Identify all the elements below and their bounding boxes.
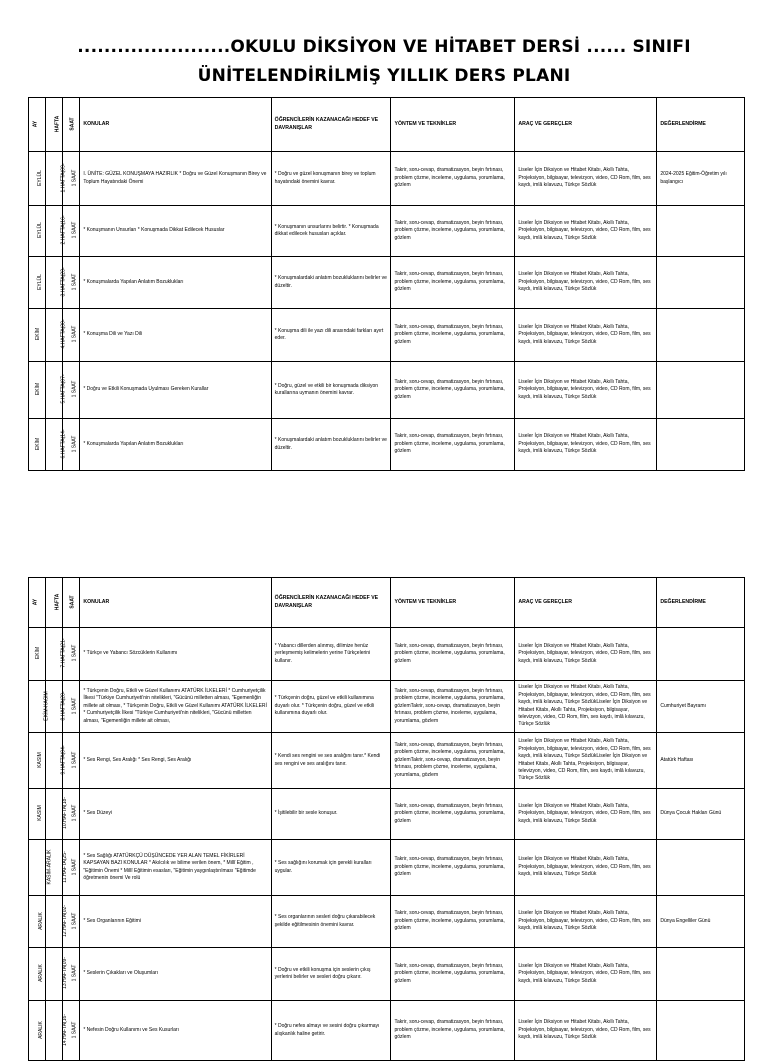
cell-konu: * Konuşmanın Unsurları * Konuşmada Dikkat Edilecek Hususlar <box>80 206 271 257</box>
cell-degerlendirme: 2024-2025 Eğitim-Öğretim yılı başlangıcı <box>657 152 745 206</box>
cell-kazanim: * Türkçenin doğru, güzel ve etkili kullanımına duyarlı olur. * Türkçenin doğru, güzel ve etkili kullanımına duyarlı olur. <box>271 681 391 733</box>
plan-table-2 <box>28 577 745 1061</box>
cell-degerlendirme: Atatürk Haftası <box>657 733 745 789</box>
cell-arac: Liseler İçin Diksiyon ve Hitabet Kitabı, Akıllı Tahta, Projeksiyon, bilgisayar, televizyon, video, CD Rom, film, ses kaydı, imlâ kılavuzu, Türkçe Sözlük <box>515 1001 657 1061</box>
cell-hafta: 8.HAFTA(28- <box>46 681 63 733</box>
cell-kazanim: * İşitilebilir bir sesle konuşur. <box>271 789 391 840</box>
header-ay: AY <box>29 578 46 628</box>
cell-yontem: Takrir, soru-cevap, dramatizasyon, beyin fırtınası, problem çözme, inceleme, uygulama, yorumlama, gözlem <box>391 840 515 896</box>
cell-kazanim: * Doğru ve güzel konuşmanın birey ve toplum hayatındaki önemini kavrar. <box>271 152 391 206</box>
cell-ay: EYLÜL <box>29 257 46 309</box>
cell-yontem: Takrir, soru-cevap, dramatizasyon, beyin fırtınası, problem çözme, inceleme, uygulama, yorumlama, gözlem <box>391 257 515 309</box>
cell-konu: * Ses Düzeyi <box>80 789 271 840</box>
cell-arac: Liseler İçin Diksiyon ve Hitabet Kitabı, Akıllı Tahta, Projeksiyon, bilgisayar, televizyon, video, CD Rom, film, ses kaydı, imlâ kılavuzu, Türkçe SözlükLiseler İçin Diksiyon ve Hitabet Kitabı, Akıllı Tahta, Projeksiyon, bilgisayar, televizyon, video, CD Rom, film, ses kaydı, imlâ kılavuzu, Türkçe Sözlük <box>515 681 657 733</box>
cell-arac: Liseler İçin Diksiyon ve Hitabet Kitabı, Akıllı Tahta, Projeksiyon, bilgisayar, televizyon, video, CD Rom, film, ses kaydı, imlâ kılavuzu, Türkçe Sözlük <box>515 152 657 206</box>
table-row <box>29 419 745 471</box>
cell-ay: KASIM-ARALIK <box>29 840 46 896</box>
cell-hafta: 2.HAFTA(16- <box>46 206 63 257</box>
cell-konu: * Doğru ve Etkili Konuşmada Uyulması Gereken Kurallar <box>80 362 271 419</box>
header-hafta: HAFTA <box>46 98 63 152</box>
header-degerlendirme: DEĞERLENDİRME <box>657 98 745 152</box>
cell-saat: 1 SAAT <box>63 681 80 733</box>
cell-kazanim: * Ses sağlığını korumak için gerekli kuralları uygular. <box>271 840 391 896</box>
cell-degerlendirme <box>657 948 745 1001</box>
cell-saat: 1 SAAT <box>63 628 80 681</box>
cell-degerlendirme <box>657 628 745 681</box>
cell-konu: * Konuşmalarda Yapılan Anlatım Bozuklukları <box>80 419 271 471</box>
cell-konu: * Konuşma Dili ve Yazı Dili <box>80 309 271 362</box>
cell-yontem: Takrir, soru-cevap, dramatizasyon, beyin fırtınası, problem çözme, inceleme, uygulama, yorumlama, gözlem <box>391 1001 515 1061</box>
cell-ay: EKİM <box>29 362 46 419</box>
cell-ay: ARALIK <box>29 896 46 948</box>
cell-konu: I. ÜNİTE: GÜZEL KONUŞMAYA HAZIRLIK * Doğru ve Güzel Konuşmanın Birey ve Toplum Hayatındaki Önemi <box>80 152 271 206</box>
header-kazanim: ÖĞRENCİLERİN KAZANACAĞI HEDEF VE DAVRANIŞLAR <box>271 578 391 628</box>
cell-hafta: 10.HAFTA(18- <box>46 789 63 840</box>
cell-arac: Liseler İçin Diksiyon ve Hitabet Kitabı, Akıllı Tahta, Projeksiyon, bilgisayar, televizyon, video, CD Rom, film, ses kaydı, imlâ kılavuzu, Türkçe Sözlük <box>515 948 657 1001</box>
cell-degerlendirme <box>657 206 745 257</box>
plan-table-2-body <box>29 628 745 1061</box>
cell-yontem: Takrir, soru-cevap, dramatizasyon, beyin fırtınası, problem çözme, inceleme, uygulama, yorumlama, gözlem <box>391 206 515 257</box>
cell-ay: EYLÜL <box>29 152 46 206</box>
cell-konu: * Ses Rengi, Ses Aralığı * Ses Rengi, Ses Aralığı <box>80 733 271 789</box>
cell-hafta: 11.HAFTA(25- <box>46 840 63 896</box>
table-row <box>29 789 745 840</box>
cell-degerlendirme: Dünya Çocuk Hakları Günü <box>657 789 745 840</box>
header-saat: SAAT <box>63 578 80 628</box>
cell-arac: Liseler İçin Diksiyon ve Hitabet Kitabı, Akıllı Tahta, Projeksiyon, bilgisayar, televizyon, video, CD Rom, film, ses kaydı, imlâ kılavuzu, Türkçe Sözlük <box>515 206 657 257</box>
cell-ay: EKİM <box>29 419 46 471</box>
cell-kazanim: * Yabancı dillerden alınmış, dilimize henüz yerleşmemiş kelimelerin yerine Türkçelerini kullanır. <box>271 628 391 681</box>
header-konular: KONULAR <box>80 98 271 152</box>
header-ay: AY <box>29 98 46 152</box>
cell-konu: * Konuşmalarda Yapılan Anlatım Bozuklukları <box>80 257 271 309</box>
cell-arac: Liseler İçin Diksiyon ve Hitabet Kitabı, Akıllı Tahta, Projeksiyon, bilgisayar, televizyon, video, CD Rom, film, ses kaydı, imlâ kılavuzu, Türkçe Sözlük <box>515 628 657 681</box>
cell-hafta: 9.HAFTA(04- <box>46 733 63 789</box>
cell-ay: EKİM <box>29 628 46 681</box>
cell-konu: * Türkçe ve Yabancı Sözcüklerin Kullanımı <box>80 628 271 681</box>
cell-yontem: Takrir, soru-cevap, dramatizasyon, beyin fırtınası, problem çözme, inceleme, uygulama, yorumlama, gözlem <box>391 948 515 1001</box>
cell-yontem: Takrir, soru-cevap, dramatizasyon, beyin fırtınası, problem çözme, inceleme, uygulama, yorumlama, gözlem <box>391 309 515 362</box>
cell-konu: * Seslerin Çıkakları ve Oluşumları <box>80 948 271 1001</box>
header-konular: KONULAR <box>80 578 271 628</box>
cell-arac: Liseler İçin Diksiyon ve Hitabet Kitabı, Akıllı Tahta, Projeksiyon, bilgisayar, televizyon, video, CD Rom, film, ses kaydı, imlâ kılavuzu, Türkçe Sözlük <box>515 309 657 362</box>
cell-degerlendirme <box>657 309 745 362</box>
table-row <box>29 948 745 1001</box>
cell-ay: KASIM <box>29 789 46 840</box>
table-row <box>29 733 745 789</box>
cell-kazanim: * Ses organlarının sesleri doğru çıkarabilecek şekilde eğitilmesinin önemini kavrar. <box>271 896 391 948</box>
plan-table-1 <box>28 97 745 471</box>
cell-arac: Liseler İçin Diksiyon ve Hitabet Kitabı, Akıllı Tahta, Projeksiyon, bilgisayar, televizyon, video, CD Rom, film, ses kaydı, imlâ kılavuzu, Türkçe Sözlük <box>515 419 657 471</box>
cell-arac: Liseler İçin Diksiyon ve Hitabet Kitabı, Akıllı Tahta, Projeksiyon, bilgisayar, televizyon, video, CD Rom, film, ses kaydı, imlâ kılavuzu, Türkçe Sözlük <box>515 362 657 419</box>
cell-saat: 1 SAAT <box>63 896 80 948</box>
cell-kazanim: * Konuşmanın unsurlarını belirtir. * Konuşmada dikkat edilecek hususları açıklar. <box>271 206 391 257</box>
cell-ay: KASIM <box>29 733 46 789</box>
cell-yontem: Takrir, soru-cevap, dramatizasyon, beyin fırtınası, problem çözme, inceleme, uygulama, yorumlama, gözlem <box>391 152 515 206</box>
cell-ay: ARALIK <box>29 948 46 1001</box>
table-header-row <box>29 98 745 152</box>
cell-kazanim: * Doğru, güzel ve etkili bir konuşmada diksiyon kurallarına uymanın önemini kavrar. <box>271 362 391 419</box>
cell-hafta: 13.HAFTA(09- <box>46 948 63 1001</box>
cell-yontem: Takrir, soru-cevap, dramatizasyon, beyin fırtınası, problem çözme, inceleme, uygulama, yorumlama, gözlem <box>391 628 515 681</box>
cell-konu: * Ses Sağlığı ATATÜRKÇÜ DÜŞÜNCEDE YER ALAN TEMEL FİKİRLERİ KAPSAYAN BAZI KONULAR * Akılcılık ve bilime verilen önem, * Millî Eğitim , "Eğitimin Önemi * Millî Eğitimin esasları, "Eğitimin yaygınlaştırılması "Eğitimde öğretmenin önemi Ve rolü <box>80 840 271 896</box>
cell-saat: 1 SAAT <box>63 257 80 309</box>
table-row <box>29 152 745 206</box>
cell-ay: ARALIK <box>29 1001 46 1061</box>
cell-konu: * Nefesin Doğru Kullanımı ve Ses Kusurları <box>80 1001 271 1061</box>
table-row <box>29 362 745 419</box>
table-row <box>29 840 745 896</box>
cell-kazanim: * Konuşmalardaki anlatım bozukluklarını belirler ve düzeltir. <box>271 257 391 309</box>
cell-saat: 1 SAAT <box>63 419 80 471</box>
cell-degerlendirme <box>657 419 745 471</box>
cell-yontem: Takrir, soru-cevap, dramatizasyon, beyin fırtınası, problem çözme, inceleme, uygulama, yorumlama, gözlem <box>391 789 515 840</box>
document-subtitle: ÜNİTELENDİRİLMİŞ YILLIK DERS PLANI <box>197 66 571 86</box>
document-title: .......................OKULU DİKSİYON VE HİTABET DERSİ ...... SINIFI <box>77 37 691 57</box>
cell-saat: 1 SAAT <box>63 733 80 789</box>
cell-yontem: Takrir, soru-cevap, dramatizasyon, beyin fırtınası, problem çözme, inceleme, uygulama, yorumlama, gözlem <box>391 362 515 419</box>
cell-degerlendirme <box>657 840 745 896</box>
cell-saat: 1 SAAT <box>63 206 80 257</box>
header-arac: ARAÇ VE GEREÇLER <box>515 98 657 152</box>
cell-yontem: Takrir, soru-cevap, dramatizasyon, beyin fırtınası, problem çözme, inceleme, uygulama, yorumlama, gözlemTakrir, soru-cevap, dramatizasyon, beyin fırtınası, problem çözme, inceleme, uygulama, yorumlama, gözlem <box>391 681 515 733</box>
cell-saat: 1 SAAT <box>63 362 80 419</box>
cell-yontem: Takrir, soru-cevap, dramatizasyon, beyin fırtınası, problem çözme, inceleme, uygulama, yorumlama, gözlem <box>391 419 515 471</box>
table-row <box>29 257 745 309</box>
header-saat: SAAT <box>63 98 80 152</box>
cell-degerlendirme <box>657 1001 745 1061</box>
cell-yontem: Takrir, soru-cevap, dramatizasyon, beyin fırtınası, problem çözme, inceleme, uygulama, yorumlama, gözlemTakrir, soru-cevap, dramatizasyon, beyin fırtınası, problem çözme, inceleme, uygulama, yorumlama, gözlem <box>391 733 515 789</box>
cell-ay: EKİM <box>29 309 46 362</box>
header-hafta: HAFTA <box>46 578 63 628</box>
cell-yontem: Takrir, soru-cevap, dramatizasyon, beyin fırtınası, problem çözme, inceleme, uygulama, yorumlama, gözlem <box>391 896 515 948</box>
cell-saat: 1 SAAT <box>63 1001 80 1061</box>
table-header-row <box>29 578 745 628</box>
cell-konu: * Türkçenin Doğru, Etkili ve Güzel Kullanımı ATATÜRK İLKELERİ * Cumhuriyetçilik İlkesi "Türkiye Cumhuriyeti'nin nitelikleri, "Gücünü milletten alması, "Egemenliğin millete ait olması, * Türkçenin Doğru, Etkili ve Güzel Kullanımı ATATÜRK İLKELERİ * Cumhuriyetçilik İlkesi "Türkiye Cumhuriyeti'nin nitelikleri, "Gücünü milletten alması, "Egemenliğin millete ait olması, <box>80 681 271 733</box>
cell-kazanim: * Doğru nefes almayı ve sesini doğru çıkarmayı alışkanlık haline getirir. <box>271 1001 391 1061</box>
cell-arac: Liseler İçin Diksiyon ve Hitabet Kitabı, Akıllı Tahta, Projeksiyon, bilgisayar, televizyon, video, CD Rom, film, ses kaydı, imlâ kılavuzu, Türkçe Sözlük <box>515 257 657 309</box>
cell-saat: 1 SAAT <box>63 789 80 840</box>
plan-table-1-body <box>29 152 745 471</box>
header-kazanim: ÖĞRENCİLERİN KAZANACAĞI HEDEF VE DAVRANIŞLAR <box>271 98 391 152</box>
cell-hafta: 7.HAFTA(21- <box>46 628 63 681</box>
header-arac: ARAÇ VE GEREÇLER <box>515 578 657 628</box>
table-row <box>29 896 745 948</box>
header-yontem: YÖNTEM VE TEKNİKLER <box>391 98 515 152</box>
table-row <box>29 628 745 681</box>
cell-kazanim: * Doğru ve etkili konuşma için seslerin çıkış yerlerini belirler ve sesleri doğru çıkarır. <box>271 948 391 1001</box>
header-yontem: YÖNTEM VE TEKNİKLER <box>391 578 515 628</box>
cell-ay: EKİM-KASIM <box>29 681 46 733</box>
header-degerlendirme: DEĞERLENDİRME <box>657 578 745 628</box>
table-row <box>29 1001 745 1061</box>
cell-degerlendirme <box>657 257 745 309</box>
cell-hafta: 3.HAFTA(23- <box>46 257 63 309</box>
table-row <box>29 309 745 362</box>
cell-hafta: 14.HAFTA(16- <box>46 1001 63 1061</box>
cell-konu: * Ses Organlarının Eğitimi <box>80 896 271 948</box>
cell-saat: 1 SAAT <box>63 948 80 1001</box>
cell-arac: Liseler İçin Diksiyon ve Hitabet Kitabı, Akıllı Tahta, Projeksiyon, bilgisayar, televizyon, video, CD Rom, film, ses kaydı, imlâ kılavuzu, Türkçe Sözlük <box>515 896 657 948</box>
table-row <box>29 206 745 257</box>
cell-hafta: 6.HAFTA(14- <box>46 419 63 471</box>
cell-kazanim: * Konuşmalardaki anlatım bozukluklarını belirler ve düzeltir. <box>271 419 391 471</box>
cell-ay: EYLÜL <box>29 206 46 257</box>
cell-kazanim: * Kendi ses rengini ve ses aralığını tanır.* Kendi ses rengini ve ses aralığını tanır. <box>271 733 391 789</box>
cell-degerlendirme: Cumhuriyet Bayramı <box>657 681 745 733</box>
cell-saat: 1 SAAT <box>63 152 80 206</box>
cell-arac: Liseler İçin Diksiyon ve Hitabet Kitabı, Akıllı Tahta, Projeksiyon, bilgisayar, televizyon, video, CD Rom, film, ses kaydı, imlâ kılavuzu, Türkçe Sözlük <box>515 840 657 896</box>
cell-hafta: 1.HAFTA(09- <box>46 152 63 206</box>
cell-kazanim: * Konuşma dili ile yazı dili arasındaki farkları ayırt eder. <box>271 309 391 362</box>
cell-hafta: 4.HAFTA(30- <box>46 309 63 362</box>
cell-degerlendirme <box>657 362 745 419</box>
table-row <box>29 681 745 733</box>
cell-hafta: 5.HAFTA(07- <box>46 362 63 419</box>
cell-arac: Liseler İçin Diksiyon ve Hitabet Kitabı, Akıllı Tahta, Projeksiyon, bilgisayar, televizyon, video, CD Rom, film, ses kaydı, imlâ kılavuzu, Türkçe Sözlük <box>515 789 657 840</box>
cell-hafta: 12.HAFTA(02- <box>46 896 63 948</box>
cell-saat: 1 SAAT <box>63 840 80 896</box>
cell-degerlendirme: Dünya Engelliler Günü <box>657 896 745 948</box>
cell-saat: 1 SAAT <box>63 309 80 362</box>
cell-arac: Liseler İçin Diksiyon ve Hitabet Kitabı, Akıllı Tahta, Projeksiyon, bilgisayar, televizyon, video, CD Rom, film, ses kaydı, imlâ kılavuzu, Türkçe SözlükLiseler İçin Diksiyon ve Hitabet Kitabı, Akıllı Tahta, Projeksiyon, bilgisayar, televizyon, video, CD Rom, film, ses kaydı, imlâ kılavuzu, Türkçe Sözlük <box>515 733 657 789</box>
